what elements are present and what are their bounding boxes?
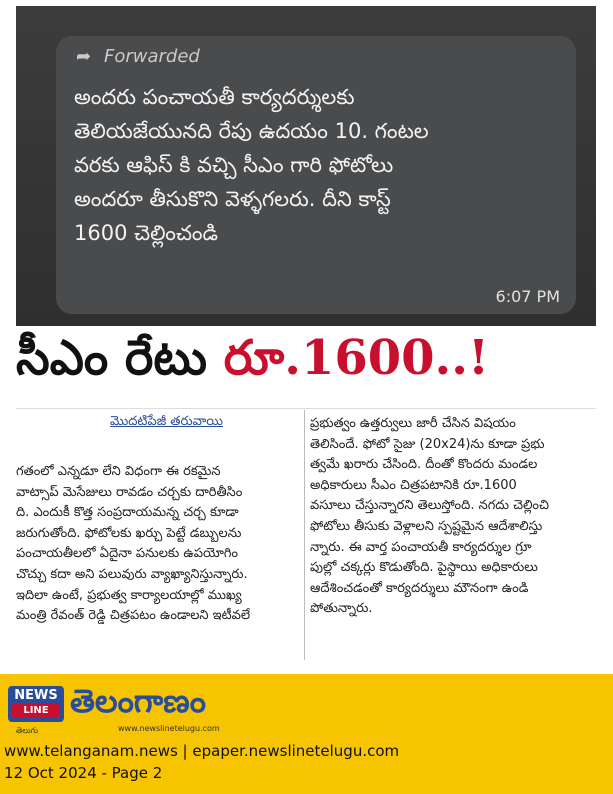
message-line: వరకు ఆఫిస్ కి వచ్చి సీఎం గారి ఫోటోలు: [74, 153, 394, 177]
telanganam-logo-title[interactable]: తెలంగాణం: [70, 682, 206, 720]
message-line: అందరూ తీసుకొని వెళ్ళగలరు. దీని కాస్ట్: [74, 187, 391, 211]
article-line: వాట్సాప్ మెసేజులు రావడం చర్చకు దారితీసిం: [16, 484, 243, 500]
message-bubble: [56, 36, 576, 314]
article-line: తెలిసిందే. ఫోటో సైజు (20x24)ను కూడా ప్రభు: [310, 436, 545, 452]
headline-rule: [16, 408, 596, 409]
left-column: [16, 462, 300, 627]
article-line: గతంలో ఎన్నడూ లేని విధంగా ఈ రకమైన: [16, 464, 221, 479]
logo-line-text: LINE: [12, 704, 60, 718]
logo-news-text: NEWS: [14, 688, 58, 703]
logo-url: www.newslinetelugu.com: [118, 724, 220, 733]
article-line: ఇదిలా ఉంటే, ప్రభుత్వ కార్యాలయాల్లో ముఖ్య: [16, 587, 242, 603]
whatsapp-screenshot: [16, 6, 596, 326]
article-line: ఆదేశించడంతో కార్యదర్శులు మౌనంగా ఉండి: [310, 580, 529, 596]
logo-subtitle: తెలుగు: [16, 726, 39, 735]
article-line: త్వమే ఖరారు చేసింది. దీంతో కొందరు మండల: [310, 457, 538, 473]
forwarded-label: [76, 46, 200, 67]
message-line: తెలియజేయునది రేపు ఉదయం 10. గంటల: [74, 119, 429, 143]
article-line: అధికారులు సీఎం చిత్రపటానికి రూ.1600: [310, 477, 517, 493]
forward-arrow-icon: ➦: [76, 46, 92, 67]
article-line: ప్రభుత్వం ఉత్తర్వులు జారీ చేసిన విషయం: [310, 416, 516, 431]
headline-part1: సీఎం రేటు: [16, 330, 224, 386]
footer-sites[interactable]: www.telanganam.news | epaper.newslinetelugu.com: [4, 742, 400, 760]
right-column: [310, 414, 600, 620]
article-line: జరుగుతోంది. ఫోటోలకు ఖర్చు పెట్టే డబ్బులను: [16, 525, 242, 541]
footer-date-page: 12 Oct 2024 - Page 2: [4, 764, 163, 782]
byline-link[interactable]: మొదటిపేజీ తరువాయి: [110, 414, 224, 429]
article-line: చొచ్చు కదా అని పలువురు వ్యాఖ్యానిస్తున్నారు.: [16, 566, 248, 582]
message-time: 6:07 PM: [495, 287, 560, 306]
article-line: ఫోటోలు తీసుకు వెళ్లాలని స్పష్టమైన ఆదేశాలిస్తు: [310, 518, 543, 534]
forwarded-text: Forwarded: [104, 46, 200, 67]
article-line: వసూలు చేస్తున్నారని తెలుస్తోంది. నగదు చెల్లించి: [310, 498, 549, 514]
headline-part2: రూ.1600..!: [223, 330, 490, 386]
article-line: మంత్రి రేవంత్ రెడ్డి చిత్రపటం ఉండాలని ఇటీవలే: [16, 608, 251, 624]
footer: [0, 674, 613, 794]
headline: [16, 330, 596, 410]
message-line: అందరు పంచాయతీ కార్యదర్శులకు: [74, 85, 355, 109]
article-line: పోతున్నారు.: [310, 601, 373, 617]
message-line: 1600 చెల్లించండి: [74, 221, 219, 245]
article-line: పంచాయతీలలో ఏదైనా పనులకు ఉపయోగిం: [16, 546, 239, 562]
article-line: న్నారు. ఈ వార్త పంచాయతీ కార్యదర్శుల గ్రూ: [310, 539, 532, 555]
article-line: ది. ఎందుకీ కొత్త సంప్రదాయమన్న చర్చ కూడా: [16, 505, 239, 521]
column-divider: [304, 410, 305, 660]
newsline-logo[interactable]: [8, 686, 64, 722]
message-text: [74, 80, 564, 250]
article-line: పుల్లో చక్కర్లు కొడుతోంది. పైస్థాయి అధికారులు: [310, 560, 538, 576]
